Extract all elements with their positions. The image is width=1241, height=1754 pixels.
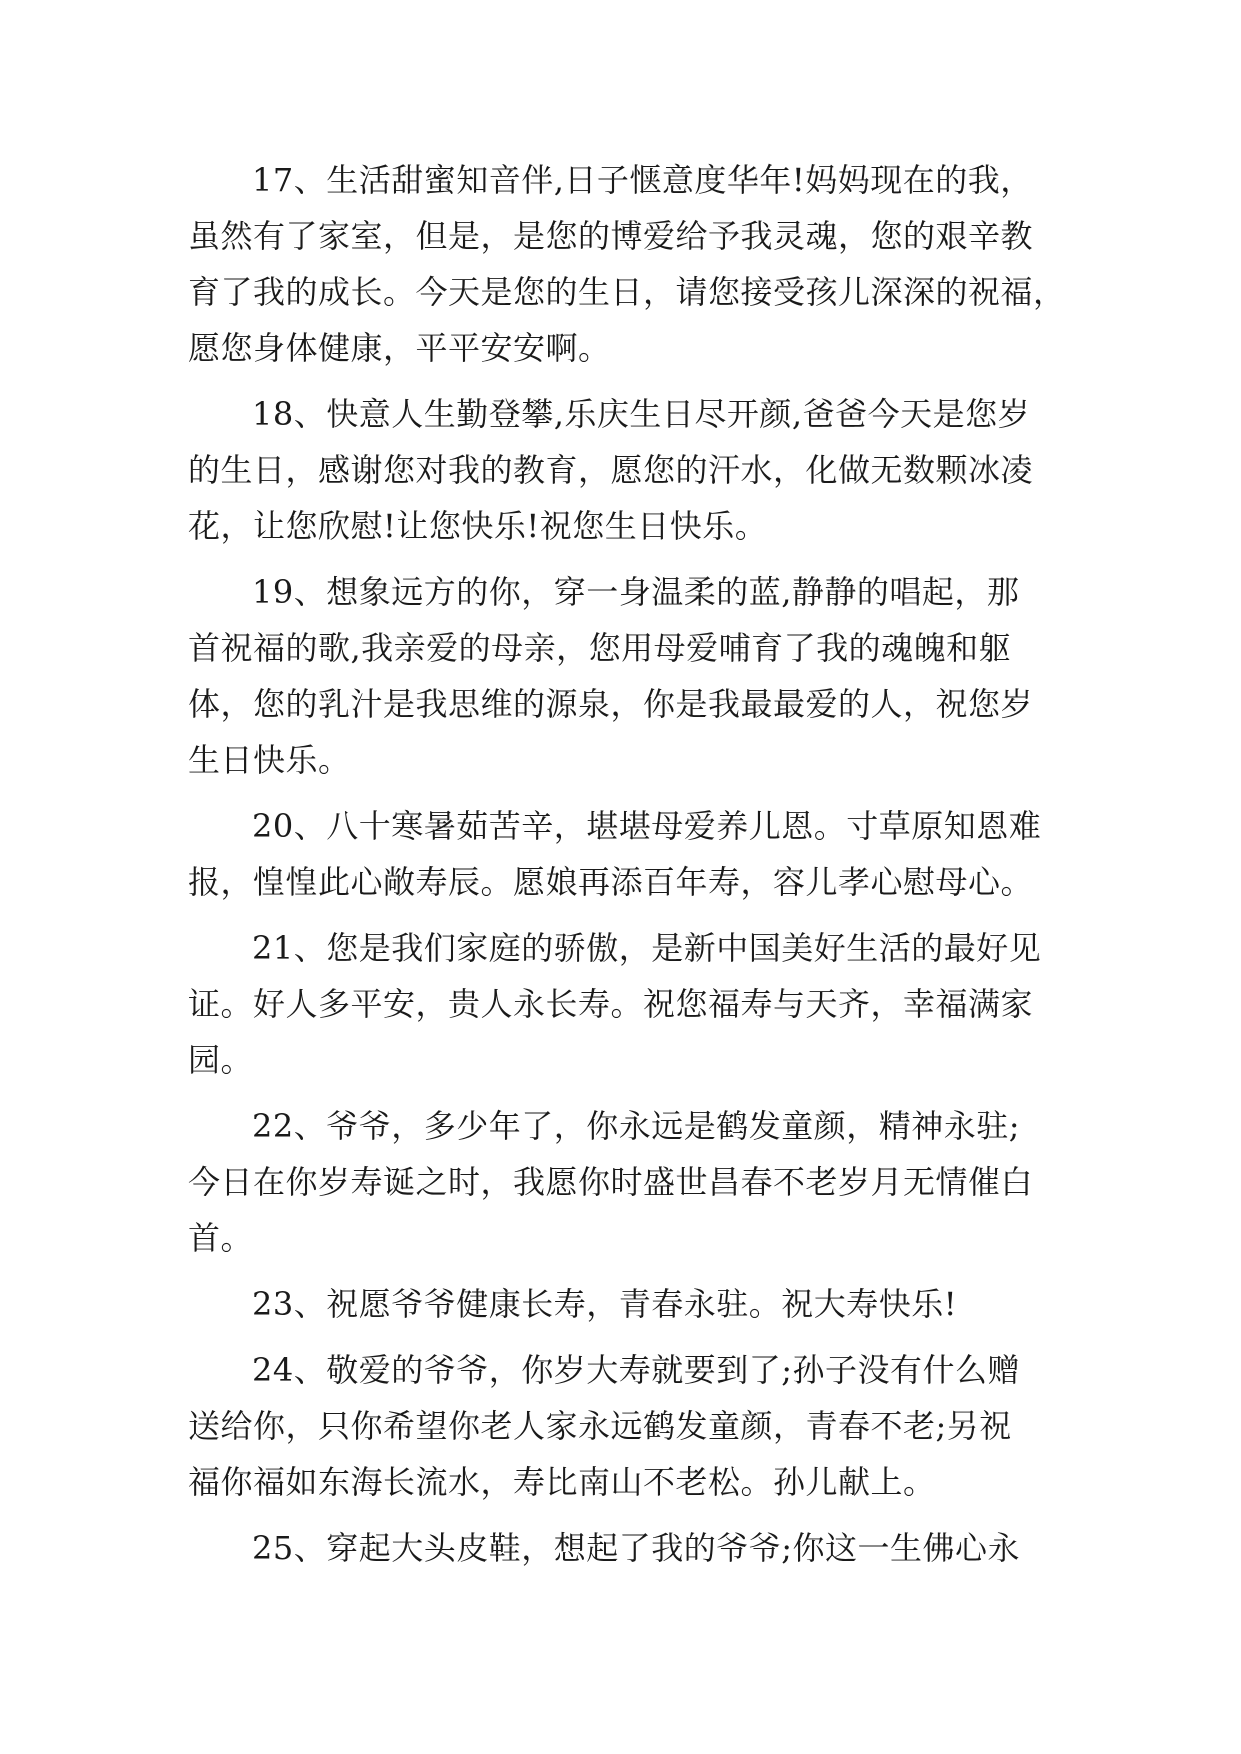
paragraph-line: 园。 [188, 1041, 254, 1079]
paragraph-18 [188, 386, 1088, 554]
paragraph-24 [188, 1342, 1088, 1510]
paragraph-line: 首。 [188, 1219, 254, 1257]
paragraph-line: 18、快意人生勤登攀,乐庆生日尽开颜,爸爸今天是您岁 [252, 395, 1031, 433]
paragraph-line: 17、生活甜蜜知音伴,日子惬意度华年!妈妈现在的我， [252, 161, 1033, 199]
paragraph-line: 证。好人多平安，贵人永长寿。祝您福寿与天齐，幸福满家 [188, 985, 1034, 1023]
paragraph-23 [188, 1276, 1088, 1332]
paragraph-line: 19、想象远方的你，穿一身温柔的蓝,静静的唱起，那 [252, 573, 1020, 611]
paragraph-line: 报，惶惶此心敞寿辰。愿娘再添百年寿，容儿孝心慰母心。 [188, 863, 1034, 901]
paragraph-19 [188, 564, 1088, 788]
paragraph-22 [188, 1098, 1088, 1266]
paragraph-line: 虽然有了家室，但是，是您的博爱给予我灵魂，您的艰辛教 [188, 217, 1034, 255]
paragraph-line: 今日在你岁寿诞之时，我愿你时盛世昌春不老岁月无情催白 [188, 1163, 1034, 1201]
paragraph-25 [188, 1520, 1088, 1576]
paragraph-line: 21、您是我们家庭的骄傲，是新中国美好生活的最好见 [252, 929, 1042, 967]
paragraph-line: 福你福如东海长流水，寿比南山不老松。孙儿献上。 [188, 1463, 936, 1501]
paragraph-line: 23、祝愿爷爷健康长寿，青春永驻。祝大寿快乐! [252, 1285, 958, 1323]
paragraph-line: 24、敬爱的爷爷，你岁大寿就要到了;孙子没有什么赠 [252, 1351, 1021, 1389]
paragraph-line: 的生日，感谢您对我的教育，愿您的汗水，化做无数颗冰凌 [188, 451, 1034, 489]
paragraph-line: 20、八十寒暑茹苦辛，堪堪母爱养儿恩。寸草原知恩难 [252, 807, 1042, 845]
paragraph-line: 首祝福的歌,我亲爱的母亲，您用母爱哺育了我的魂魄和躯 [188, 629, 1012, 667]
paragraph-line: 22、爷爷，多少年了，你永远是鹤发童颜，精神永驻; [252, 1107, 1021, 1145]
paragraph-line: 体，您的乳汁是我思维的源泉，你是我最最爱的人，祝您岁 [188, 685, 1034, 723]
paragraph-line: 送给你，只你希望你老人家永远鹤发童颜，青春不老;另祝 [188, 1407, 1012, 1445]
paragraph-line: 花，让您欣慰!让您快乐!祝您生日快乐。 [188, 507, 768, 545]
paragraph-20 [188, 798, 1088, 910]
paragraph-line: 愿您身体健康，平平安安啊。 [188, 329, 611, 367]
paragraph-21 [188, 920, 1088, 1088]
paragraph-line: 25、穿起大头皮鞋，想起了我的爷爷;你这一生佛心永 [252, 1529, 1021, 1567]
document-body [188, 152, 1088, 1586]
paragraph-line: 生日快乐。 [188, 741, 351, 779]
paragraph-17 [188, 152, 1088, 376]
paragraph-line: 育了我的成长。今天是您的生日，请您接受孩儿深深的祝福， [188, 273, 1066, 311]
